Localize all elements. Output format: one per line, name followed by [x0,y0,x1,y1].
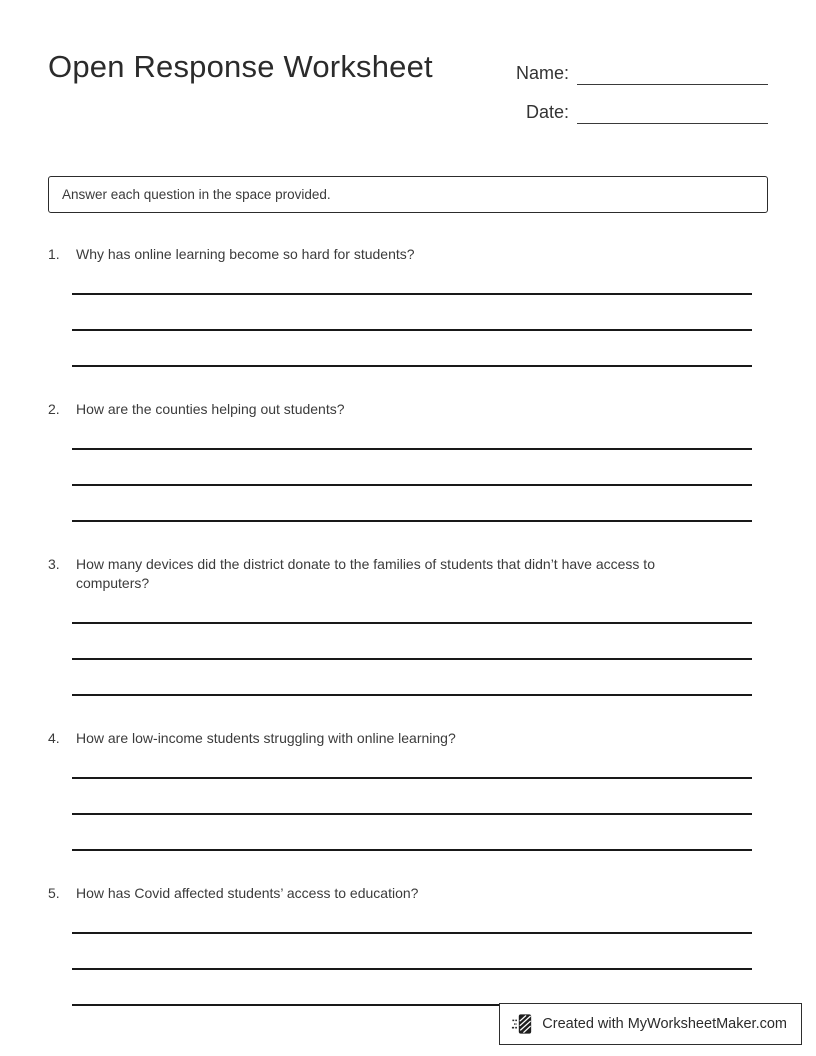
answer-line[interactable] [72,624,752,660]
question-item [48,729,768,851]
question-text-row [48,245,768,264]
worksheet-maker-logo-icon [511,1013,533,1036]
footer-credit-text: Created with MyWorksheetMaker.com [542,1016,787,1032]
answer-line[interactable] [72,450,752,486]
question-text: How are the counties helping out students? [76,401,345,417]
answer-line[interactable] [72,259,752,295]
question-text: How has Covid affected students’ access to education? [76,885,419,901]
question-text: How are low-income students struggling with online learning? [76,730,456,746]
question-number: 5. [48,885,60,901]
question-item [48,555,768,696]
answer-lines [48,414,768,522]
answer-line[interactable] [72,414,752,450]
answer-lines [48,259,768,367]
question-item [48,245,768,367]
answer-line[interactable] [72,295,752,331]
answer-line[interactable] [72,588,752,624]
question-text-row [48,729,768,748]
name-date-block [516,50,768,130]
footer-credit-link[interactable] [499,1003,802,1045]
question-number: 2. [48,401,60,417]
date-row [526,91,768,124]
answer-line[interactable] [72,743,752,779]
question-text-row [48,400,768,419]
answer-line[interactable] [72,898,752,934]
question-number: 3. [48,556,60,572]
date-label: Date: [525,102,569,122]
answer-lines [48,898,768,1006]
answer-line[interactable] [72,970,752,1006]
question-text: Why has online learning become so hard for students? [76,246,415,262]
question-item [48,884,768,1006]
page-title: Open Response Worksheet [48,49,433,84]
answer-lines [48,743,768,851]
answer-line[interactable] [72,660,752,696]
answer-line[interactable] [72,331,752,367]
question-item [48,400,768,522]
name-row [516,52,768,85]
answer-line[interactable] [72,486,752,522]
question-text-row [48,555,768,593]
answer-line[interactable] [72,934,752,970]
name-label: Name: [515,63,569,83]
answer-lines [48,588,768,696]
date-input-line[interactable] [577,94,768,124]
answer-line[interactable] [72,779,752,815]
worksheet-header [0,0,816,130]
questions-list [48,245,768,1006]
question-text: How many devices did the district donate to the families of students that didn’t have access to computers? [76,556,655,591]
question-number: 4. [48,730,60,746]
instructions-text: Answer each question in the space provided. [62,187,331,202]
name-input-line[interactable] [577,55,768,85]
instructions-box [48,176,768,213]
answer-line[interactable] [72,815,752,851]
question-text-row [48,884,768,903]
question-number: 1. [48,246,60,262]
